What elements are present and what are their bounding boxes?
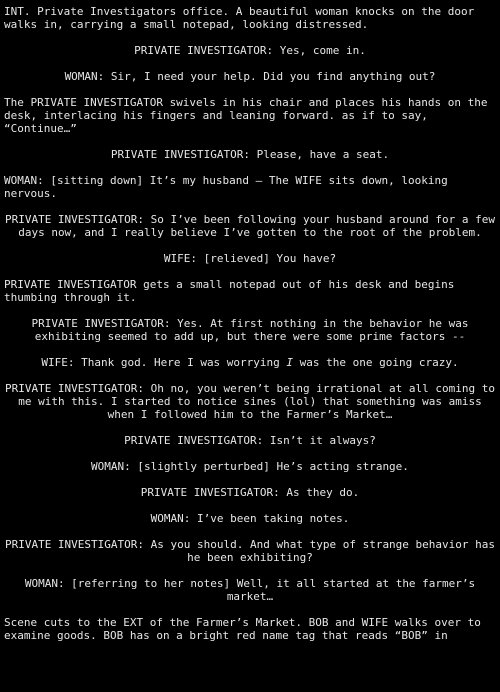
- dialogue-line: WOMAN: [sitting down] It’s my husband – The WIFE sits down, looking nervous.: [4, 174, 448, 200]
- action-line: The PRIVATE INVESTIGATOR swivels in his chair and places his hands on the desk, interlacing his fingers and leaning forward. as if to say, “Continue…”: [4, 96, 488, 135]
- emphasis-text: I: [286, 356, 294, 369]
- dialogue-line: PRIVATE INVESTIGATOR: Yes. At first nothing in the behavior he was exhibiting seemed to add up, but there were some prime factors --: [31, 317, 469, 343]
- action-line: PRIVATE INVESTIGATOR gets a small notepad out of his desk and begins thumbing through it.: [4, 278, 455, 304]
- dialogue-line: WOMAN: Sir, I need your help. Did you find anything out?: [64, 70, 436, 83]
- dialogue-line: [4, 356, 496, 369]
- dialogue-text: WIFE: Thank god. Here I was worrying: [41, 356, 287, 369]
- dialogue-line: PRIVATE INVESTIGATOR: As they do.: [140, 486, 360, 499]
- dialogue-line: WIFE: [relieved] You have?: [163, 252, 337, 265]
- action-line: Scene cuts to the EXT of the Farmer’s Market. BOB and WIFE walks over to examine goods. BOB has on a bright red name tag that reads “BOB” in: [4, 616, 481, 642]
- dialogue-line: PRIVATE INVESTIGATOR: Please, have a seat.: [110, 148, 390, 161]
- dialogue-line: PRIVATE INVESTIGATOR: Oh no, you weren’t being irrational at all coming to me with this. I started to notice sines (lol) that something was amiss when I followed him to the Farmer’s Market…: [4, 382, 496, 421]
- dialogue-line: WOMAN: I’ve been taking notes.: [150, 512, 350, 525]
- dialogue-line: PRIVATE INVESTIGATOR: So I’ve been following your husband around for a few days now, and I really believe I’ve gotten to the root of the problem.: [4, 213, 496, 239]
- dialogue-line: PRIVATE INVESTIGATOR: As you should. And what type of strange behavior has he been exhibiting?: [4, 538, 496, 564]
- dialogue-text: was the one going crazy.: [293, 356, 459, 369]
- dialogue-line: PRIVATE INVESTIGATOR: Isn’t it always?: [124, 434, 376, 447]
- dialogue-line: WOMAN: [slightly perturbed] He’s acting strange.: [91, 460, 409, 473]
- dialogue-line: PRIVATE INVESTIGATOR: Yes, come in.: [134, 44, 366, 57]
- scene-heading: INT. Private Investigators office. A beautiful woman knocks on the door walks in, carrying a small notepad, looking distressed.: [4, 5, 475, 31]
- dialogue-line: WOMAN: [referring to her notes] Well, it all started at the farmer’s market…: [24, 577, 476, 603]
